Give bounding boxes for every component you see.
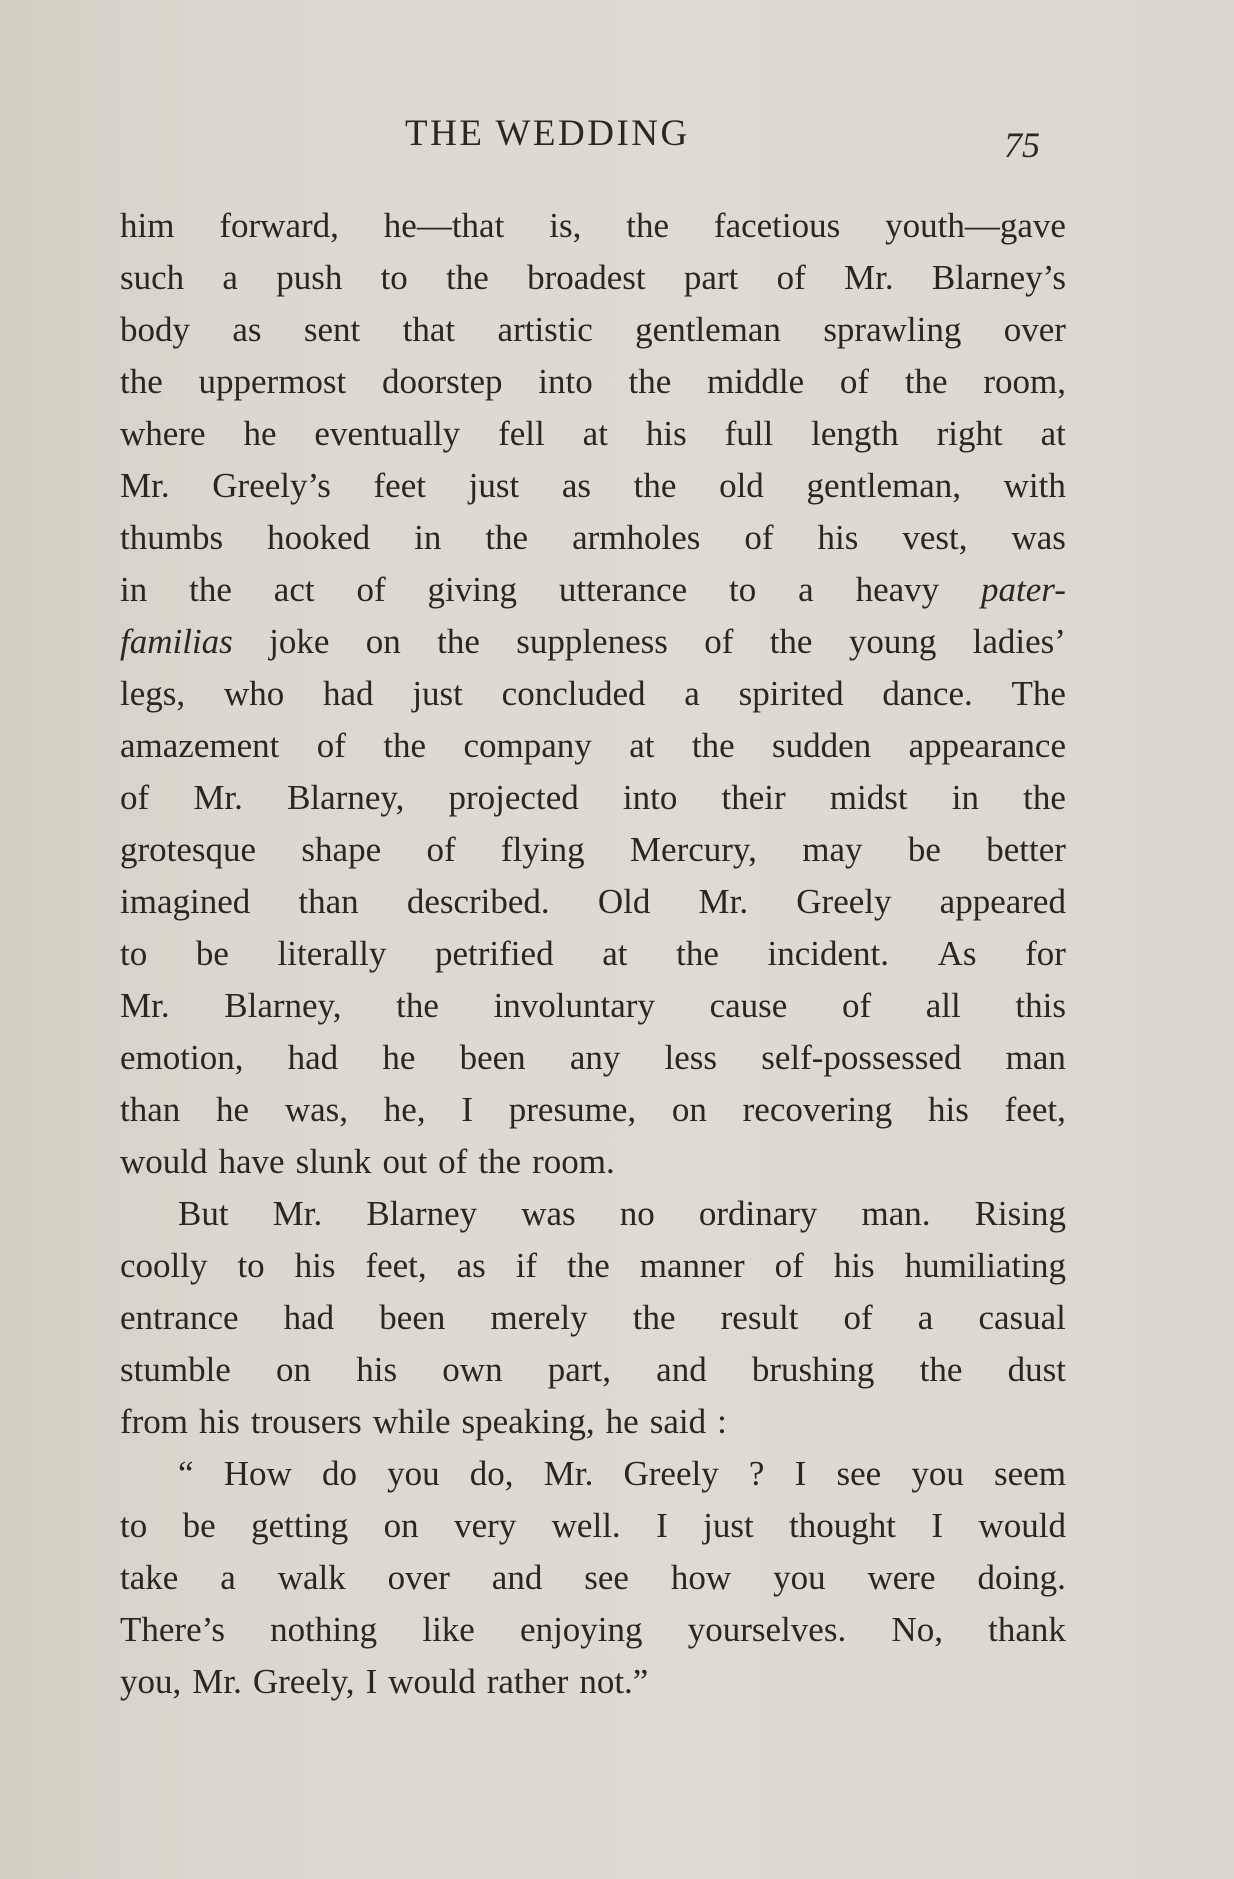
word: ladies’: [972, 622, 1066, 661]
word: than: [298, 882, 359, 921]
word: you: [387, 1454, 440, 1493]
word: part: [683, 258, 739, 297]
word: thumbs: [120, 518, 224, 557]
word: his: [645, 414, 687, 453]
word: be: [182, 1506, 216, 1545]
word: feet: [373, 466, 426, 505]
word: heavy: [855, 570, 940, 609]
word: of: [120, 778, 150, 817]
text-line: [120, 616, 1066, 668]
word: brushing: [751, 1350, 875, 1389]
word: yourselves.: [687, 1610, 847, 1649]
paragraph: [120, 200, 1066, 1188]
word: Greely: [623, 1454, 719, 1493]
word: would: [978, 1506, 1066, 1545]
word: on: [671, 1090, 707, 1129]
word: such: [120, 258, 185, 297]
text-line: [120, 252, 1066, 304]
word: man.: [861, 1194, 931, 1233]
word: Mr.: [192, 1662, 242, 1701]
word: How: [223, 1454, 292, 1493]
word: joke: [269, 622, 330, 661]
word: to: [729, 570, 757, 609]
word: result: [720, 1298, 799, 1337]
word: literally: [277, 934, 387, 973]
word: his: [356, 1350, 398, 1389]
word: presume,: [508, 1090, 637, 1129]
word: very: [454, 1506, 517, 1545]
word: :: [717, 1402, 727, 1441]
word: middle: [706, 362, 805, 401]
word: sudden: [772, 726, 872, 765]
word: of: [839, 362, 870, 401]
word: feet,: [1004, 1090, 1066, 1129]
word: described.: [406, 882, 550, 921]
word: well.: [551, 1506, 621, 1545]
word: incident.: [767, 934, 889, 973]
word: the: [437, 622, 480, 661]
text-line: [120, 1604, 1066, 1656]
word: dust: [1007, 1350, 1066, 1389]
word: right: [936, 414, 1003, 453]
word: on: [383, 1506, 419, 1545]
word: coolly: [120, 1246, 208, 1285]
word: the: [632, 1298, 676, 1337]
word: just: [703, 1506, 754, 1545]
word: the: [628, 362, 672, 401]
word: imagined: [120, 882, 251, 921]
word: sent: [303, 310, 361, 349]
word: petrified: [435, 934, 554, 973]
word: at: [602, 934, 628, 973]
word: youth—gave: [885, 206, 1066, 245]
word: involuntary: [493, 986, 655, 1025]
word: of: [704, 622, 734, 661]
word: of: [843, 1298, 873, 1337]
word: the: [485, 518, 529, 557]
text-line: [120, 1344, 1066, 1396]
word: Mercury,: [629, 830, 757, 869]
word: casual: [978, 1298, 1066, 1337]
word: if: [515, 1246, 538, 1285]
word: young: [848, 622, 937, 661]
word: be: [195, 934, 229, 973]
word: room,: [983, 362, 1066, 401]
word: shape: [301, 830, 382, 869]
word: part,: [547, 1350, 611, 1389]
word: gentleman,: [806, 466, 961, 505]
word: the: [904, 362, 948, 401]
word: to: [237, 1246, 265, 1285]
word: the: [189, 570, 232, 609]
word: the: [120, 362, 163, 401]
word: over: [1003, 310, 1066, 349]
word: manner: [639, 1246, 745, 1285]
word: his: [817, 518, 859, 557]
word: emotion,: [120, 1038, 244, 1077]
word: in: [414, 518, 442, 557]
word: of: [774, 1246, 804, 1285]
word: armholes: [572, 518, 701, 557]
word: is,: [549, 206, 582, 245]
word: you: [773, 1558, 826, 1597]
word: less: [664, 1038, 718, 1077]
text-line: [120, 460, 1066, 512]
word: spirited: [738, 674, 844, 713]
word: Mr.: [843, 258, 894, 297]
text-line: [120, 1396, 1066, 1448]
word: gentleman: [635, 310, 781, 349]
word: doorstep: [382, 362, 503, 401]
word: from: [120, 1402, 189, 1441]
paragraph: [120, 1188, 1066, 1448]
word: enjoying: [520, 1610, 643, 1649]
word: his: [928, 1090, 969, 1129]
word: and: [491, 1558, 543, 1597]
word: As: [937, 934, 977, 973]
word: concluded: [501, 674, 646, 713]
word: seem: [994, 1454, 1066, 1493]
word: But: [178, 1194, 229, 1233]
word: giving: [427, 570, 517, 609]
word: had: [287, 1038, 339, 1077]
body-text: [120, 200, 1066, 1708]
page-number: 75: [1004, 125, 1040, 165]
word: the: [478, 1142, 522, 1181]
text-line: [120, 564, 1066, 616]
word: were: [867, 1558, 936, 1597]
text-line: [120, 772, 1066, 824]
word: full: [724, 414, 774, 453]
word: push: [276, 258, 343, 297]
word: hooked: [267, 518, 371, 557]
word: for: [1025, 934, 1066, 973]
word: Blarney,: [224, 986, 342, 1025]
word: better: [986, 830, 1066, 869]
word: was: [521, 1194, 576, 1233]
text-line: [120, 1136, 1066, 1188]
word: he: [243, 414, 277, 453]
word: as: [561, 466, 591, 505]
word: the: [769, 622, 813, 661]
word: flying: [500, 830, 585, 869]
word: act: [273, 570, 315, 609]
word: broadest: [527, 258, 646, 297]
word: than: [120, 1090, 181, 1129]
word: you: [911, 1454, 964, 1493]
word: humiliating: [904, 1246, 1066, 1285]
word: him: [120, 206, 175, 245]
word: I: [365, 1662, 378, 1701]
text-line: [120, 876, 1066, 928]
text-line: [120, 1448, 1066, 1500]
word: uppermost: [198, 362, 347, 401]
word: their: [721, 778, 786, 817]
word: sprawling: [823, 310, 962, 349]
word: entrance: [120, 1298, 239, 1337]
word: see: [584, 1558, 629, 1597]
text-line: [120, 1656, 1066, 1708]
word: forward,: [219, 206, 339, 245]
word: the: [567, 1246, 610, 1285]
word: Old: [597, 882, 651, 921]
text-line: [120, 980, 1066, 1032]
text-line: [120, 928, 1066, 980]
word: do,: [469, 1454, 514, 1493]
word: legs,: [120, 674, 186, 713]
text-line: [120, 200, 1066, 252]
word: he: [382, 1038, 416, 1077]
word: you,: [120, 1662, 182, 1701]
word: company: [463, 726, 592, 765]
word: vest,: [902, 518, 968, 557]
paragraph: [120, 1448, 1066, 1708]
word: of: [841, 986, 872, 1025]
word: just: [468, 466, 520, 505]
word: recovering: [742, 1090, 893, 1129]
word: nothing: [270, 1610, 378, 1649]
text-line: [120, 1188, 1066, 1240]
word: amazement: [120, 726, 280, 765]
word: Greely,: [252, 1662, 355, 1701]
word: trousers: [250, 1402, 362, 1441]
word: Greely’s: [212, 466, 331, 505]
word: in: [120, 570, 148, 609]
word: a: [220, 1558, 236, 1597]
word: stumble: [120, 1350, 231, 1389]
word: like: [422, 1610, 475, 1649]
word: how: [670, 1558, 732, 1597]
word: while: [372, 1402, 451, 1441]
word: at: [582, 414, 608, 453]
word: I: [931, 1506, 944, 1545]
word: of: [776, 258, 806, 297]
word: in: [951, 778, 979, 817]
word: appeared: [939, 882, 1066, 921]
word: ?: [748, 1454, 765, 1493]
word: appearance: [908, 726, 1066, 765]
word: merely: [490, 1298, 588, 1337]
word: Rising: [974, 1194, 1066, 1233]
word: of: [744, 518, 774, 557]
text-line: [120, 1032, 1066, 1084]
word: thought: [789, 1506, 897, 1545]
text-line: [120, 668, 1066, 720]
word: self-possessed: [761, 1038, 962, 1077]
text-line: [120, 304, 1066, 356]
word: with: [1003, 466, 1066, 505]
word: room.: [532, 1142, 615, 1181]
word: Mr.: [698, 882, 749, 921]
word: the: [396, 986, 439, 1025]
word: Blarney,: [287, 778, 405, 817]
word: all: [925, 986, 961, 1025]
word: he,: [383, 1090, 426, 1129]
word: a: [917, 1298, 934, 1337]
word: been: [379, 1298, 446, 1337]
word: facetious: [713, 206, 841, 245]
word: would: [388, 1662, 476, 1701]
word: speaking,: [461, 1402, 595, 1441]
word: Greely: [796, 882, 892, 921]
word: a: [798, 570, 814, 609]
word: getting: [251, 1506, 349, 1545]
word: out: [382, 1142, 428, 1181]
word: had: [283, 1298, 335, 1337]
word: do: [321, 1454, 357, 1493]
word: the: [633, 466, 677, 505]
word: was,: [284, 1090, 349, 1129]
word: Mr.: [543, 1454, 594, 1493]
text-line: [120, 1084, 1066, 1136]
word: thank: [988, 1610, 1066, 1649]
word: suppleness: [516, 622, 668, 661]
word: of: [438, 1142, 468, 1181]
word: The: [1011, 674, 1066, 713]
text-line: [120, 1500, 1066, 1552]
word: as: [232, 310, 262, 349]
word: as: [456, 1246, 486, 1285]
word: feet,: [365, 1246, 427, 1285]
word: I: [656, 1506, 668, 1545]
word: eventually: [314, 414, 461, 453]
word: no: [619, 1194, 655, 1233]
word: projected: [448, 778, 579, 817]
word: to: [380, 258, 408, 297]
text-line: [120, 512, 1066, 564]
word: his: [833, 1246, 875, 1285]
word: dance.: [882, 674, 973, 713]
word: the: [676, 934, 719, 973]
word: I: [461, 1090, 474, 1129]
word: any: [569, 1038, 621, 1077]
word: rather: [486, 1662, 569, 1701]
word: see: [836, 1454, 882, 1493]
text-line: [120, 408, 1066, 460]
word: was: [1011, 518, 1066, 557]
text-line: [120, 824, 1066, 876]
word: on: [365, 622, 401, 661]
word: utterance: [558, 570, 688, 609]
word: of: [426, 830, 456, 869]
word: slunk: [295, 1142, 372, 1181]
word: to: [120, 1506, 148, 1545]
text-line: [120, 720, 1066, 772]
word: over: [387, 1558, 450, 1597]
word: a: [684, 674, 700, 713]
word: walk: [277, 1558, 346, 1597]
word: a: [222, 258, 238, 297]
word: pater-: [981, 570, 1066, 609]
text-line: [120, 1292, 1066, 1344]
word: the: [1023, 778, 1066, 817]
word: the: [691, 726, 735, 765]
word: on: [276, 1350, 312, 1389]
word: the: [919, 1350, 963, 1389]
word: Mr.: [120, 466, 170, 505]
word: said: [649, 1402, 707, 1441]
word: doing.: [977, 1558, 1066, 1597]
word: he—that: [383, 206, 505, 245]
word: into: [622, 778, 678, 817]
word: who: [223, 674, 285, 713]
word: the: [626, 206, 670, 245]
word: to: [120, 934, 148, 973]
word: where: [120, 414, 206, 453]
word: fell: [498, 414, 545, 453]
word: artistic: [497, 310, 593, 349]
word: the: [446, 258, 489, 297]
word: his: [294, 1246, 336, 1285]
text-line: [120, 1240, 1066, 1292]
word: may: [802, 830, 863, 869]
word: not.”: [579, 1662, 649, 1701]
word: had: [322, 674, 374, 713]
word: he: [216, 1090, 250, 1129]
word: have: [218, 1142, 285, 1181]
word: been: [459, 1038, 526, 1077]
word: of: [356, 570, 386, 609]
word: cause: [709, 986, 788, 1025]
word: would: [120, 1142, 208, 1181]
word: the: [383, 726, 427, 765]
word: I: [794, 1454, 807, 1493]
word: grotesque: [120, 830, 257, 869]
word: Blarney: [366, 1194, 478, 1233]
word: familias: [120, 622, 233, 661]
word: this: [1015, 986, 1066, 1025]
word: take: [120, 1558, 179, 1597]
word: just: [412, 674, 463, 713]
word: body: [120, 310, 190, 349]
word: he: [605, 1402, 639, 1441]
word: at: [1040, 414, 1066, 453]
word: own: [442, 1350, 503, 1389]
word: man: [1005, 1038, 1066, 1077]
text-line: [120, 356, 1066, 408]
word: into: [538, 362, 593, 401]
word: Mr.: [193, 778, 243, 817]
word: of: [316, 726, 346, 765]
word: and: [656, 1350, 707, 1389]
word: There’s: [120, 1610, 225, 1649]
word: midst: [829, 778, 908, 817]
word: at: [629, 726, 655, 765]
word: length: [811, 414, 899, 453]
word: Mr.: [120, 986, 170, 1025]
word: that: [402, 310, 456, 349]
word: No,: [891, 1610, 943, 1649]
word: “: [178, 1454, 194, 1493]
word: Mr.: [272, 1194, 323, 1233]
word: his: [199, 1402, 240, 1441]
word: ordinary: [698, 1194, 818, 1233]
running-title: THE WEDDING: [405, 113, 690, 154]
text-line: [120, 1552, 1066, 1604]
word: be: [907, 830, 941, 869]
word: Blarney’s: [931, 258, 1066, 297]
word: old: [719, 466, 764, 505]
